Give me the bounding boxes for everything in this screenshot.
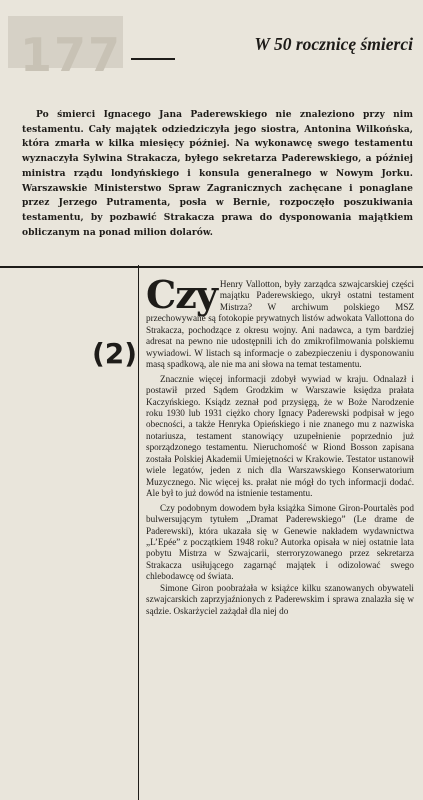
bleed-through-text: 177: [20, 28, 123, 82]
article-paragraph-2: Znacznie więcej informacji zdobył wywiad w kraju. Odnalazł i postawił przed Sądem Grodzkim w Warszawie księdza prałata Kaczyńskiego. Ksiądz zeznał pod przysięgą, że w Boże Narodzenie roku 1930 lub 1931 ciężko chory Ignacy Paderewski podpisał w jego obecności, a także Henryka Opieńskiego i nie znanego mu z nazwiska notariusza, testament stanowiący uzupełnienie poprzednio już sporządzonego testamentu. Nieruchomość w Riond Bosson zapisana została Polskiej Akademii Umiejętności w Krakowie. Testator ustanowił wiele legatów, jeden z nich dla Warszawskiego Konserwatorium Muzycznego. Nic więcej ks. prałat nie mógł do tych informacji dodać. Ale był to już dowód na istnienie testamentu.: [146, 373, 414, 499]
drop-cap: Czy: [146, 272, 217, 317]
lead-paragraph: [22, 108, 413, 240]
section-number-badge: (2): [92, 337, 138, 370]
article-paragraph-1: [146, 272, 414, 371]
lead-text: Po śmierci Ignacego Jana Paderewskiego nie znaleziono przy nim testamentu. Cały majątek odziedziczyła jego siostra, Antonina Wilkońska, która zmarła w kilka miesięcy później. Na wykonawcę swego testamentu wyznaczyła Sylwina Strakacza, byłego sekretarza Paderewskiego, a później ministra rządu londyńskiego i konsula generalnego w Nowym Jorku. Warszawskie Ministerstwo Spraw Zagranicznych zachęcane i ponaglane przez Jerzego Putramenta, posła w Bernie, rozpoczęło poszukiwania testamentu, by pozbawić Strakacza prawa do dysponowania majątkiem obliczanym na ponad milion dolarów.: [22, 109, 413, 238]
page-title: W 50 rocznicę śmierci: [254, 34, 413, 54]
column-divider: [138, 265, 139, 800]
page-header: [0, 0, 423, 80]
article-paragraph-4: Simone Giron poobrażała w książce kilku szanowanych obywateli szwajcarskich zaprzyjaźnionych z Paderewskim i sprawa znalazła się w sądzie. Oskarżyciel zażądał dla niej do: [146, 582, 414, 616]
section-divider: [0, 266, 423, 268]
article-body: [146, 272, 414, 617]
bleed-through-block: [8, 16, 123, 82]
article-paragraph-1-text: Henry Vallotton, były zarządca szwajcarskiej części majątku Paderewskiego, ukrył ostatni testament Mistrza? W archiwum polskiego MSZ przechowywane są fotokopie prywatnych listów adwokata Vallottona do Strakacza, pochodzące z okresu wojny. Ani nadawca, a tym bardziej adresat na pewno nie udostępnili ich do zmikrofilmowania polskiemu wywiadowi. W listach są informacje o zabezpieczeniu i dysponowaniu masą spadkową, ale nie ma ani słowa na temat testamentu.: [146, 279, 414, 370]
article-paragraph-3: Czy podobnym dowodem była książka Simone Giron-Pourtalès pod bulwersującym tytułem „Dramat Paderewskiego” (Le drame de Paderewski), która ukazała się w Genewie nakładem wydawnictwa „L’Epée” z początkiem 1948 roku? Autorka opisała w niej ostatnie lata pobytu Mistrza w Szwajcarii, sterroryzowanego przez sekretarza Strakacza usiłującego zagarnąć majątek i odizolować swego chlebodawcę od świata.: [146, 502, 414, 582]
header-rule: [131, 58, 175, 60]
